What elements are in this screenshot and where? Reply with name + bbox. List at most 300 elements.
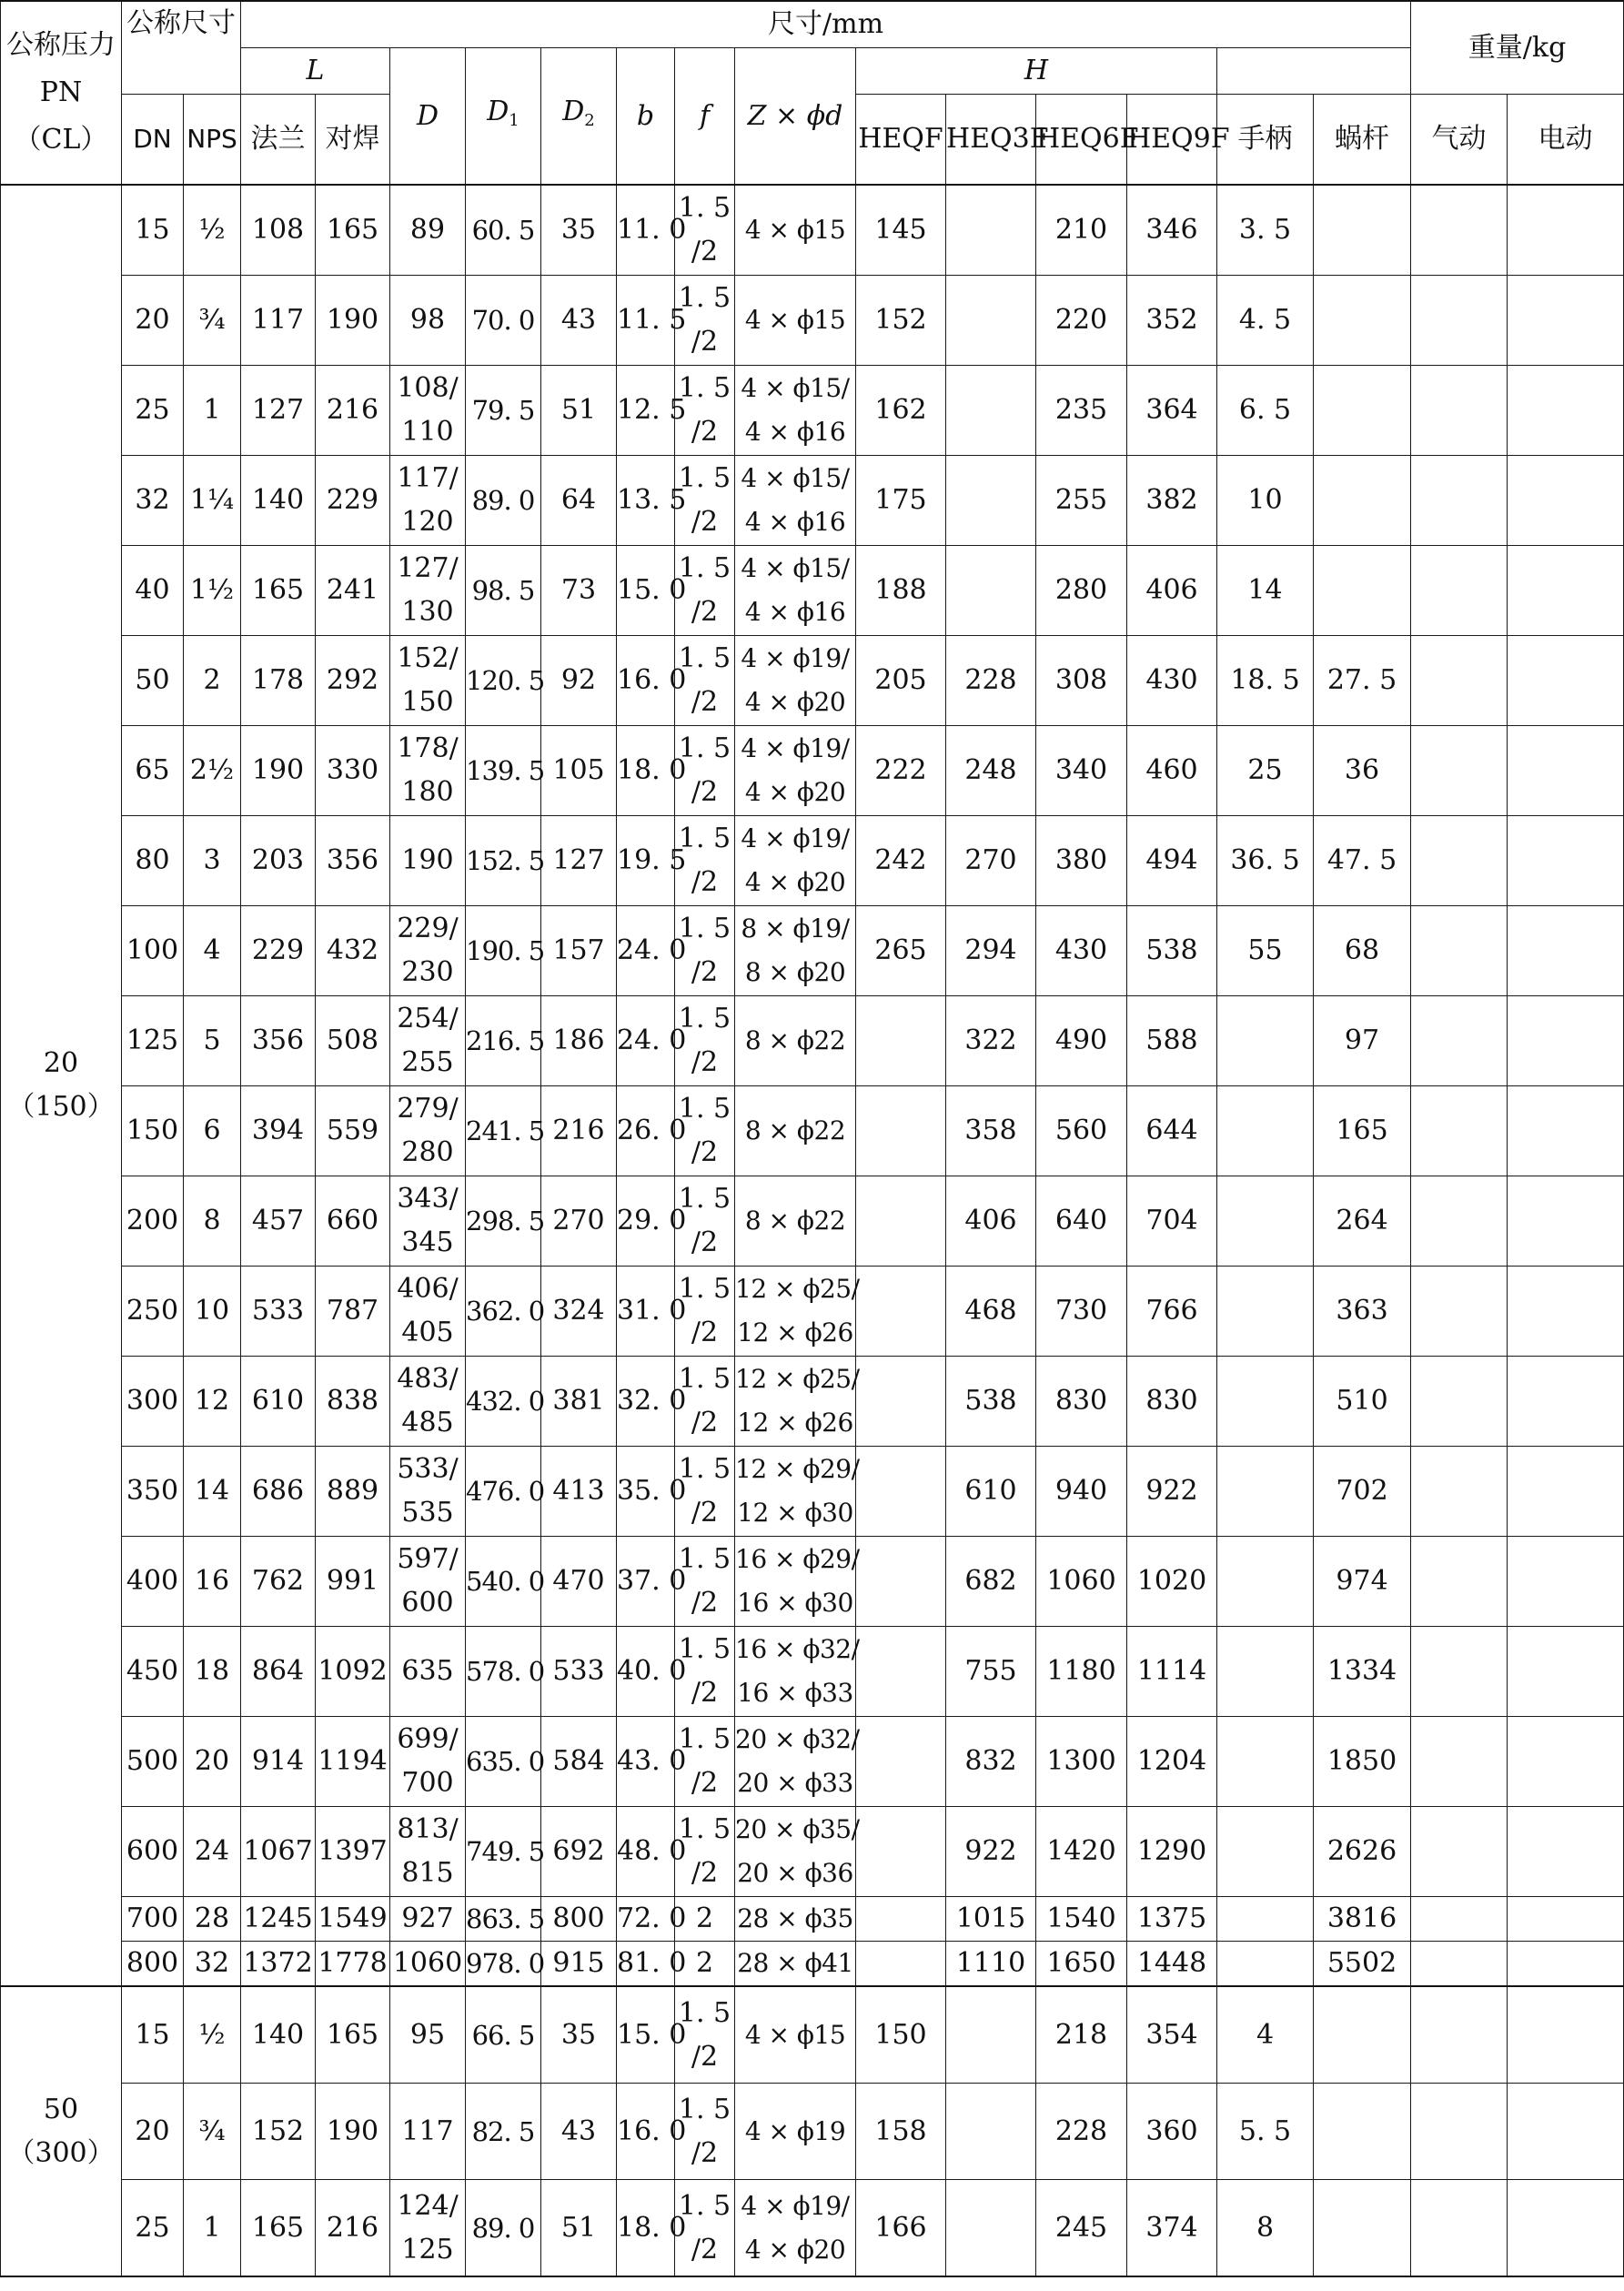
table-header — [1, 1, 1624, 185]
cell-line: 4 × ϕ15/ — [741, 553, 850, 583]
cell-line: 1. 5 — [678, 1183, 731, 1215]
table-row — [1, 726, 1624, 816]
worm-weight-cell — [1314, 456, 1411, 546]
worm-weight-cell: 363 — [1314, 1267, 1411, 1357]
d2-cell: 381 — [541, 1357, 617, 1447]
d-cell — [390, 185, 466, 276]
b-cell: 31. 0 — [617, 1267, 675, 1357]
cell-line: 152/ — [397, 642, 459, 674]
d2-cell: 186 — [541, 996, 617, 1086]
worm-weight-cell: 264 — [1314, 1176, 1411, 1267]
nps-header: NPS — [184, 95, 241, 186]
heqf-cell — [856, 1357, 946, 1447]
pneumatic-weight-cell — [1411, 546, 1508, 636]
heqf-cell: 175 — [856, 456, 946, 546]
pn-cell — [1, 185, 122, 1986]
heq6f-cell: 940 — [1036, 1447, 1127, 1537]
heqf-header: HEQF — [856, 95, 946, 186]
nps-cell: 4 — [184, 906, 241, 996]
pneumatic-weight-cell — [1411, 366, 1508, 456]
table-row — [1, 366, 1624, 456]
cell-line: 1. 5 — [678, 1093, 731, 1125]
weld-length-cell: 356 — [316, 816, 390, 906]
zd-cell — [735, 1807, 860, 1897]
heq6f-cell: 560 — [1036, 1086, 1127, 1176]
b-cell: 11. 5 — [617, 276, 675, 366]
nps-cell: ¾ — [184, 276, 241, 366]
cell-line: 28 × ϕ41 — [737, 1948, 853, 1978]
electric-weight-cell — [1508, 276, 1624, 366]
electric-weight-cell — [1508, 816, 1624, 906]
heq3f-cell: 1110 — [946, 1942, 1036, 1987]
d2-cell: 35 — [541, 185, 617, 276]
d1-cell: 70. 0 — [466, 276, 541, 366]
worm-weight-cell — [1314, 185, 1411, 276]
flange-length-cell: 864 — [241, 1627, 316, 1717]
heq6f-cell: 245 — [1036, 2180, 1127, 2277]
zd-cell — [735, 1267, 860, 1357]
d2-sub: 2 — [584, 110, 595, 130]
d-cell — [390, 1627, 466, 1717]
electric-weight-cell — [1508, 366, 1624, 456]
table-row — [1, 996, 1624, 1086]
pneumatic-weight-cell — [1411, 1986, 1508, 2084]
heq3f-cell: 358 — [946, 1086, 1036, 1176]
pneumatic-weight-cell — [1411, 1086, 1508, 1176]
cell-line: 1. 5 — [678, 1363, 731, 1395]
zd-cell — [735, 1897, 856, 1942]
cell-line: 815 — [401, 1857, 454, 1889]
d-cell — [390, 1897, 466, 1942]
heq6f-cell: 255 — [1036, 456, 1127, 546]
cell-line: 150 — [401, 686, 454, 718]
nps-cell: ¾ — [184, 2084, 241, 2180]
cell-line: 8 × ϕ22 — [744, 1025, 846, 1055]
d2-cell: 800 — [541, 1897, 617, 1942]
d1-cell: 578. 0 — [466, 1627, 541, 1717]
heq9f-cell: 1204 — [1127, 1717, 1217, 1807]
cell-line: 405 — [401, 1317, 454, 1348]
worm-weight-cell: 1850 — [1314, 1717, 1411, 1807]
b-header: b — [617, 48, 675, 186]
cell-line: 4 × ϕ15/ — [741, 463, 850, 493]
electric-weight-cell — [1508, 1807, 1624, 1897]
heq9f-cell: 354 — [1127, 1986, 1217, 2084]
cell-line: 1. 5 — [678, 732, 731, 764]
pneumatic-weight-cell — [1411, 185, 1508, 276]
heq9f-cell: 460 — [1127, 726, 1217, 816]
pneumatic-weight-cell — [1411, 1807, 1508, 1897]
heq6f-cell: 1540 — [1036, 1897, 1127, 1942]
nps-cell: 2 — [184, 636, 241, 726]
d1-cell: 66. 5 — [466, 1986, 541, 2084]
cell-line: 12 × ϕ25/ — [735, 1274, 860, 1304]
flange-length-cell: 533 — [241, 1267, 316, 1357]
cell-line: 1. 5 — [678, 1813, 731, 1845]
handle-weight-cell — [1217, 1086, 1314, 1176]
heq6f-cell: 340 — [1036, 726, 1127, 816]
b-cell: 16. 0 — [617, 636, 675, 726]
table-body — [1, 185, 1624, 2276]
handle-weight-cell: 4 — [1217, 1986, 1314, 2084]
d1-cell: 216. 5 — [466, 996, 541, 1086]
d-cell — [390, 1086, 466, 1176]
zd-cell — [735, 366, 856, 456]
worm-weight-cell: 2626 — [1314, 1807, 1411, 1897]
electric-weight-cell — [1508, 1357, 1624, 1447]
cell-line: 4 × ϕ20 — [744, 777, 846, 807]
cell-line: 533/ — [397, 1453, 459, 1485]
worm-weight-cell: 47. 5 — [1314, 816, 1411, 906]
d1-cell: 60. 5 — [466, 185, 541, 276]
cell-line: /2 — [691, 1767, 719, 1799]
table-row — [1, 2084, 1624, 2180]
cell-line: 4 × ϕ19/ — [741, 643, 850, 673]
cell-line: 4 × ϕ15 — [744, 215, 846, 245]
cell-line: 1. 5 — [678, 913, 731, 944]
cell-line: 406/ — [397, 1273, 459, 1305]
weld-length-cell: 1778 — [316, 1942, 390, 1987]
d-cell — [390, 996, 466, 1086]
nps-cell: 28 — [184, 1897, 241, 1942]
flange-header: 法兰 — [241, 95, 316, 186]
d1-main: D — [487, 95, 509, 127]
d1-cell: 152. 5 — [466, 816, 541, 906]
handle-weight-cell: 25 — [1217, 726, 1314, 816]
dn-cell: 300 — [122, 1357, 184, 1447]
cell-line: /2 — [691, 1677, 719, 1709]
cell-line: /2 — [691, 1046, 719, 1078]
flange-length-cell: 165 — [241, 2180, 316, 2277]
flange-length-cell: 108 — [241, 185, 316, 276]
nps-cell: 32 — [184, 1942, 241, 1987]
b-cell: 15. 0 — [617, 1986, 675, 2084]
electric-weight-cell — [1508, 456, 1624, 546]
cell-line: 120 — [401, 506, 454, 538]
heq3f-cell: 682 — [946, 1537, 1036, 1627]
d-cell — [390, 726, 466, 816]
dn-cell: 50 — [122, 636, 184, 726]
pneumatic-weight-cell — [1411, 2180, 1508, 2277]
d1-cell: 978. 0 — [466, 1942, 541, 1987]
cell-line: /2 — [691, 506, 719, 538]
cell-line: 483/ — [397, 1363, 459, 1395]
cl-value: （300） — [7, 2136, 115, 2169]
cell-line: /2 — [691, 956, 719, 988]
d1-cell: 749. 5 — [466, 1807, 541, 1897]
dn-cell: 100 — [122, 906, 184, 996]
heq6f-cell: 640 — [1036, 1176, 1127, 1267]
table-row — [1, 636, 1624, 726]
weld-length-cell: 660 — [316, 1176, 390, 1267]
dn-cell: 15 — [122, 1986, 184, 2084]
cell-line: 1. 5 — [678, 1453, 731, 1485]
dn-cell: 20 — [122, 276, 184, 366]
d1-cell: 432. 0 — [466, 1357, 541, 1447]
d1-cell: 82. 5 — [466, 2084, 541, 2180]
b-cell: 18. 0 — [617, 726, 675, 816]
cell-line: /2 — [691, 776, 719, 808]
heqf-cell — [856, 1537, 946, 1627]
cell-line: /2 — [691, 236, 719, 267]
b-cell: 24. 0 — [617, 996, 675, 1086]
cl-value: （150） — [7, 1091, 115, 1123]
d-cell — [390, 2084, 466, 2180]
heqf-cell: 265 — [856, 906, 946, 996]
cell-line: 4 × ϕ15 — [744, 305, 846, 335]
heqf-cell: 166 — [856, 2180, 946, 2277]
heq6f-cell: 280 — [1036, 546, 1127, 636]
cell-line: /2 — [691, 2233, 719, 2266]
cell-line: 343/ — [397, 1183, 459, 1215]
cell-line: /2 — [691, 866, 719, 898]
dn-cell: 150 — [122, 1086, 184, 1176]
heqf-cell — [856, 1267, 946, 1357]
cell-line: /2 — [691, 326, 719, 358]
heq9f-cell: 538 — [1127, 906, 1217, 996]
heq9f-cell: 382 — [1127, 456, 1217, 546]
heqf-cell — [856, 996, 946, 1086]
handle-weight-cell — [1217, 1537, 1314, 1627]
b-cell: 13. 5 — [617, 456, 675, 546]
zd-cell — [735, 1447, 860, 1537]
table-row — [1, 546, 1624, 636]
pneumatic-weight-cell — [1411, 1357, 1508, 1447]
cell-line: 12 × ϕ29/ — [735, 1454, 860, 1484]
nps-cell: 1 — [184, 2180, 241, 2277]
dn-cell: 400 — [122, 1537, 184, 1627]
cell-line: 4 × ϕ20 — [744, 2234, 846, 2265]
cell-line: 927 — [401, 1902, 454, 1934]
cell-line: 597/ — [397, 1543, 459, 1575]
heq9f-cell: 588 — [1127, 996, 1217, 1086]
cell-line: 229/ — [397, 913, 459, 944]
cell-line: 1. 5 — [678, 1543, 731, 1575]
zd-header: Z × ϕd — [735, 48, 856, 186]
cell-line: 98 — [409, 304, 446, 336]
zd-cell — [735, 636, 856, 726]
dn-cell: 20 — [122, 2084, 184, 2180]
zd-cell — [735, 1717, 860, 1807]
cell-line: 1. 5 — [678, 1996, 731, 2029]
heq9f-cell: 360 — [1127, 2084, 1217, 2180]
pneumatic-weight-cell — [1411, 996, 1508, 1086]
cell-line: /2 — [691, 2136, 719, 2169]
nps-cell: 1¼ — [184, 456, 241, 546]
d1-cell: 241. 5 — [466, 1086, 541, 1176]
heqf-cell: 162 — [856, 366, 946, 456]
cell-line: 190 — [401, 844, 454, 876]
heq6f-header: HEQ6F — [1036, 95, 1127, 186]
weight-group-header: 重量/kg — [1411, 1, 1624, 95]
d1-cell: 98. 5 — [466, 546, 541, 636]
nps-cell: 12 — [184, 1357, 241, 1447]
pneumatic-weight-cell — [1411, 1176, 1508, 1267]
nps-cell: 1 — [184, 366, 241, 456]
weld-length-cell: 1549 — [316, 1897, 390, 1942]
cell-line: 1060 — [392, 1947, 463, 1979]
d2-cell: 73 — [541, 546, 617, 636]
heq9f-cell: 346 — [1127, 185, 1217, 276]
worm-weight-cell — [1314, 1986, 1411, 2084]
heq3f-cell — [946, 2084, 1036, 2180]
cell-line: 16 × ϕ30 — [737, 1588, 853, 1618]
cell-line: 4 × ϕ19/ — [741, 733, 850, 763]
d1-cell: 190. 5 — [466, 906, 541, 996]
cell-line: 110 — [401, 416, 454, 448]
b-cell: 15. 0 — [617, 546, 675, 636]
table-row — [1, 276, 1624, 366]
weld-length-cell: 190 — [316, 276, 390, 366]
cell-line: 4 × ϕ16 — [744, 417, 846, 447]
zd-cell — [735, 726, 856, 816]
zd-cell — [735, 456, 856, 546]
worm-weight-cell: 510 — [1314, 1357, 1411, 1447]
cell-line: 125 — [401, 2233, 454, 2266]
weld-header: 对焊 — [316, 95, 390, 186]
cell-line: /2 — [691, 686, 719, 718]
flange-length-cell: 127 — [241, 366, 316, 456]
zd-cell — [735, 906, 856, 996]
cell-line: 16 × ϕ29/ — [735, 1544, 860, 1574]
d-cell — [390, 816, 466, 906]
cell-line: 108/ — [397, 372, 459, 404]
dn-cell: 450 — [122, 1627, 184, 1717]
flange-length-cell: 190 — [241, 726, 316, 816]
flange-length-cell: 140 — [241, 456, 316, 546]
cell-line: 178/ — [397, 732, 459, 764]
electric-weight-cell — [1508, 1897, 1624, 1942]
pneumatic-weight-cell — [1411, 816, 1508, 906]
electric-weight-cell — [1508, 2084, 1624, 2180]
weld-length-cell: 216 — [316, 366, 390, 456]
handle-weight-cell: 4. 5 — [1217, 276, 1314, 366]
nps-cell: ½ — [184, 185, 241, 276]
cell-line: 4 × ϕ19/ — [741, 823, 850, 853]
d2-cell: 584 — [541, 1717, 617, 1807]
d2-cell: 127 — [541, 816, 617, 906]
heq6f-cell: 218 — [1036, 1986, 1127, 2084]
pneumatic-weight-cell — [1411, 2084, 1508, 2180]
pneumatic-weight-cell — [1411, 726, 1508, 816]
weld-length-cell: 508 — [316, 996, 390, 1086]
electric-weight-cell — [1508, 1986, 1624, 2084]
flange-length-cell: 203 — [241, 816, 316, 906]
electric-header: 电动 — [1508, 95, 1624, 186]
dn-cell: 25 — [122, 366, 184, 456]
d1-cell: 89. 0 — [466, 2180, 541, 2277]
pneumatic-weight-cell — [1411, 1537, 1508, 1627]
weld-length-cell: 559 — [316, 1086, 390, 1176]
flange-length-cell: 394 — [241, 1086, 316, 1176]
cell-line: 20 × ϕ33 — [737, 1768, 853, 1798]
cell-line: /2 — [691, 596, 719, 628]
cell-line: 485 — [401, 1407, 454, 1438]
d-cell — [390, 1267, 466, 1357]
heq9f-cell: 704 — [1127, 1176, 1217, 1267]
b-cell: 35. 0 — [617, 1447, 675, 1537]
cell-line: 255 — [401, 1046, 454, 1078]
handle-weight-cell: 14 — [1217, 546, 1314, 636]
l-header: L — [241, 48, 390, 95]
pneumatic-weight-cell — [1411, 1627, 1508, 1717]
cell-line: /2 — [691, 1497, 719, 1529]
cell-line: 180 — [401, 776, 454, 808]
cell-line: /2 — [691, 1587, 719, 1619]
b-cell: 32. 0 — [617, 1357, 675, 1447]
heqf-cell — [856, 1176, 946, 1267]
heqf-cell: 205 — [856, 636, 946, 726]
worm-weight-cell: 165 — [1314, 1086, 1411, 1176]
dn-cell: 500 — [122, 1717, 184, 1807]
table-row — [1, 1357, 1624, 1447]
d-cell — [390, 456, 466, 546]
table-row — [1, 1537, 1624, 1627]
worm-weight-cell: 36 — [1314, 726, 1411, 816]
cell-line: 280 — [401, 1136, 454, 1168]
heq9f-cell: 364 — [1127, 366, 1217, 456]
dn-cell: 250 — [122, 1267, 184, 1357]
cell-line: /2 — [691, 1857, 719, 1889]
heq3f-cell: 1015 — [946, 1897, 1036, 1942]
pn-header-line1: 公称压力 — [6, 29, 116, 61]
flange-length-cell: 610 — [241, 1357, 316, 1447]
worm-weight-cell: 3816 — [1314, 1897, 1411, 1942]
nps-cell: 1½ — [184, 546, 241, 636]
d-cell — [390, 1717, 466, 1807]
worm-weight-cell: 1334 — [1314, 1627, 1411, 1717]
d2-header — [541, 48, 617, 186]
cell-line: 254/ — [397, 1003, 459, 1034]
weld-length-cell: 190 — [316, 2084, 390, 2180]
worm-weight-cell — [1314, 2084, 1411, 2180]
cell-line: 1. 5 — [678, 282, 731, 314]
d2-cell: 51 — [541, 366, 617, 456]
table-row — [1, 1447, 1624, 1537]
d-cell — [390, 2180, 466, 2277]
electric-weight-cell — [1508, 2180, 1624, 2277]
zd-cell — [735, 1176, 856, 1267]
cell-line: 1. 5 — [678, 1633, 731, 1665]
d2-cell: 43 — [541, 276, 617, 366]
cell-line: 600 — [401, 1587, 454, 1619]
heq9f-cell: 430 — [1127, 636, 1217, 726]
heq9f-cell: 1020 — [1127, 1537, 1217, 1627]
worm-weight-cell: 5502 — [1314, 1942, 1411, 1987]
zd-cell — [735, 2180, 856, 2277]
electric-weight-cell — [1508, 996, 1624, 1086]
weld-length-cell: 1194 — [316, 1717, 390, 1807]
pneumatic-weight-cell — [1411, 636, 1508, 726]
cell-line: 16 × ϕ33 — [737, 1678, 853, 1708]
d2-cell: 35 — [541, 1986, 617, 2084]
heq3f-cell: 755 — [946, 1627, 1036, 1717]
electric-weight-cell — [1508, 1942, 1624, 1987]
handle-weight-cell — [1217, 996, 1314, 1086]
electric-weight-cell — [1508, 1267, 1624, 1357]
worm-weight-cell — [1314, 366, 1411, 456]
table-row — [1, 906, 1624, 996]
heq9f-cell: 1375 — [1127, 1897, 1217, 1942]
b-cell: 24. 0 — [617, 906, 675, 996]
zd-cell — [735, 816, 856, 906]
electric-weight-cell — [1508, 1086, 1624, 1176]
table-row — [1, 1717, 1624, 1807]
d-cell — [390, 1942, 466, 1987]
cell-line: 813/ — [397, 1813, 459, 1845]
d1-cell: 89. 0 — [466, 456, 541, 546]
heqf-cell: 188 — [856, 546, 946, 636]
